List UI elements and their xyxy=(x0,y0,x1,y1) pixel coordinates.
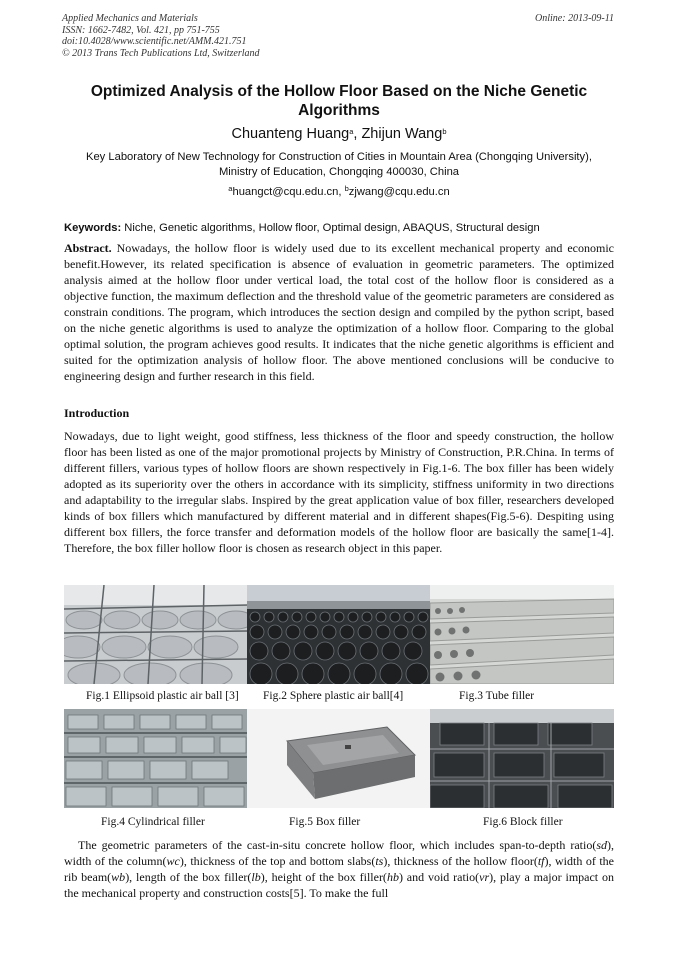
author-affil-mark: b xyxy=(442,127,447,136)
issn-line[interactable]: ISSN: 1662-7482, Vol. 421, pp 751-755 xyxy=(62,24,220,36)
body-text: ), thickness of the top and bottom slabs( xyxy=(179,854,376,869)
paper-title: Optimized Analysis of the Hollow Floor Based on the Niche Genetic Algorithms xyxy=(90,83,588,119)
fig1-caption: Fig.1 Ellipsoid plastic air ball [3] xyxy=(86,690,239,702)
fig5-caption: Fig.5 Box filler xyxy=(289,816,361,828)
author-name: Zhijun Wang xyxy=(361,126,443,142)
param-symbol: wb xyxy=(111,870,126,885)
section-heading-introduction: Introduction xyxy=(64,406,130,420)
abstract-text: Nowadays, the hollow floor is widely used due to its excellent mechanical property and economic benefit.However, its related specification is absence of evaluation in geometric parameters. The optimized analysis aimed at the hollow floor under vertical load, the total cost of the hollow floor is considered as a objective function, the maximum deflection and the threshold value of the geometric parameters are considered as constrain conditions. The program, which introduces the section design and compiled by the python script, based on the niche genetic algorithms is used to analyze the optimization of a hollow floor. Comparing to the global optimal solution, the program achieves good results. It indicates that the niche genetic algorithms is efficient and suited for the optimization analysis of hollow floor. The above mentioned conclusions will be conducive to engineering design and further research in this field. xyxy=(64,241,614,384)
body-text: ), thickness of the hollow floor( xyxy=(383,854,538,869)
body-text: The geometric parameters of the cast-in-situ concrete hollow floor, which includes span-to-depth ratio( xyxy=(78,838,597,852)
abstract-label: Abstract. xyxy=(64,241,112,255)
author-line xyxy=(62,125,616,143)
param-symbol: wc xyxy=(166,854,180,869)
body-text: ), width of the column( xyxy=(64,838,614,869)
param-symbol: sd xyxy=(596,838,607,852)
author-name: Chuanteng Huang xyxy=(231,126,350,142)
journal-header xyxy=(62,13,260,59)
fig4-caption: Fig.4 Cylindrical filler xyxy=(101,816,205,828)
author-separator: , xyxy=(353,126,362,142)
fig3-caption: Fig.3 Tube filler xyxy=(459,690,535,702)
fig2-photo xyxy=(247,585,431,684)
param-symbol: vr xyxy=(479,870,490,885)
email-mark: b xyxy=(344,184,349,193)
body-text: ) and void ratio( xyxy=(398,870,480,885)
fig4-photo xyxy=(64,709,248,808)
param-symbol: lb xyxy=(251,870,261,885)
online-date: Online: 2013-09-11 xyxy=(535,13,614,24)
fig2-caption: Fig.2 Sphere plastic air ball[4] xyxy=(263,690,404,702)
fig1-photo xyxy=(64,585,248,684)
email-link[interactable]: zjwang@cqu.edu.cn xyxy=(348,186,450,198)
fig5-photo xyxy=(247,709,431,808)
fig6-photo xyxy=(430,709,614,808)
author-emails xyxy=(62,185,616,199)
journal-name: Applied Mechanics and Materials xyxy=(62,13,198,24)
body-text: ), width of the rib beam( xyxy=(64,854,614,885)
fig3-photo xyxy=(430,585,614,684)
fig6-caption: Fig.6 Block filler xyxy=(483,816,563,828)
body-text: ), play a major impact on the mechanical property and construction costs[5]. To make the full xyxy=(64,870,614,901)
abstract xyxy=(64,240,614,384)
affiliation: Key Laboratory of New Technology for Construction of Cities in Mountain Area (Chongqing University), Ministry of Education, Chongqing 400030, China xyxy=(86,151,592,178)
author-affil-mark: a xyxy=(349,127,354,136)
param-symbol: tf xyxy=(537,854,545,869)
body-text: ), height of the box filler( xyxy=(260,870,387,885)
keywords-label: Keywords: xyxy=(64,222,122,234)
keywords xyxy=(64,221,614,235)
param-symbol: hb xyxy=(386,870,399,885)
body-paragraph xyxy=(64,837,614,901)
body-text: ), length of the box filler( xyxy=(125,870,252,885)
email-mark: a xyxy=(228,184,233,193)
doi-line[interactable]: doi:10.4028/www.scientific.net/AMM.421.751 xyxy=(62,36,247,47)
introduction-text: Nowadays, due to light weight, good stiffness, less thickness of the floor and speedy construction, the hollow floor has been listed as one of the major promotional projects by Ministry of Construction, P.R.China. In terms of different fillers, various types of hollow floors are shown respectively in Fig.1-6. The box filler has been widely adopted as its superiority over the others in accordance with its simplicity, stiffness uniformity in two directions and adaptability to the irregular slabs. Inspired by the great application value of box filler, researchers developed kinds of box fillers which manufactured by different material and in different shapes(Fig.5-6). Despiting using different box fillers, the force transfer and deformation models of the hollow floor are basically the same[1-4]. Therefore, the box filler hollow floor is chosen as research object in this paper. xyxy=(64,429,614,556)
param-symbol: ts xyxy=(375,854,384,869)
copyright-line: © 2013 Trans Tech Publications Ltd, Switzerland xyxy=(62,47,260,59)
keywords-text: Niche, Genetic algorithms, Hollow floor, Optimal design, ABAQUS, Structural design xyxy=(121,222,540,234)
email-link[interactable]: huangct@cqu.edu.cn, xyxy=(232,186,345,198)
